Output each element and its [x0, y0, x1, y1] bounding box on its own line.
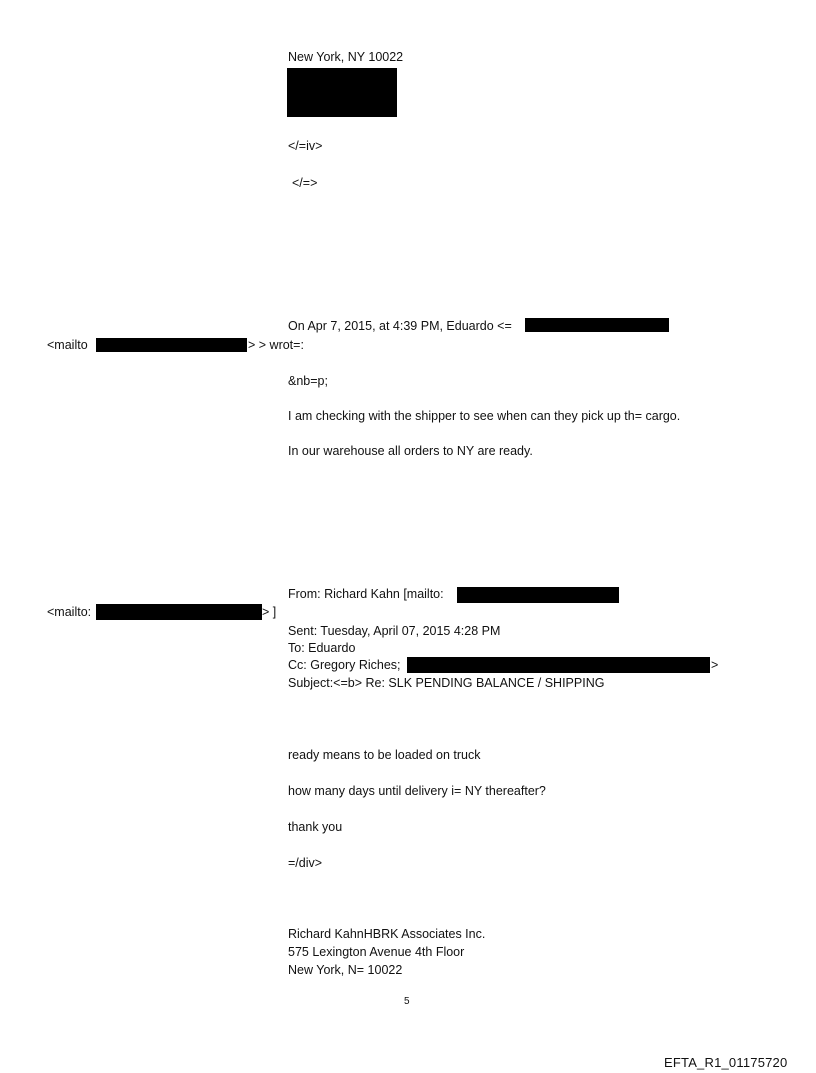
- redaction-block: [287, 68, 397, 117]
- redaction-block: [96, 338, 247, 352]
- signature-line: Richard KahnHBRK Associates Inc.: [288, 927, 486, 941]
- redaction-block: [457, 587, 619, 603]
- body-paragraph: ready means to be loaded on truck: [288, 748, 481, 762]
- body-paragraph: thank you: [288, 820, 343, 834]
- header-subject: Subject:<=b> Re: SLK PENDING BALANCE / SHIPPING: [288, 676, 605, 690]
- html-artifact-line: </=iv>: [288, 139, 323, 153]
- document-id: EFTA_R1_01175720: [664, 1055, 788, 1070]
- mailto-prefix: <mailto: [47, 338, 88, 352]
- html-artifact-line: </=>: [292, 176, 318, 190]
- mailto-suffix: > > wrot=:: [248, 338, 304, 352]
- reply-header-line: On Apr 7, 2015, at 4:39 PM, Eduardo <=: [288, 319, 512, 333]
- body-paragraph: how many days until delivery i= NY thereafter?: [288, 784, 546, 798]
- html-artifact-line: =/div>: [288, 856, 323, 870]
- address-line: New York, NY 10022: [288, 50, 404, 64]
- header-cc: Cc: Gregory Riches;: [288, 658, 401, 672]
- header-to: To: Eduardo: [288, 641, 356, 655]
- header-from: From: Richard Kahn [mailto:: [288, 587, 444, 601]
- body-paragraph: I am checking with the shipper to see when can they pick up th= cargo.: [288, 409, 681, 423]
- redaction-block: [525, 318, 669, 332]
- redaction-block: [96, 604, 262, 620]
- mailto-prefix: <mailto:: [47, 605, 92, 619]
- body-paragraph: In our warehouse all orders to NY are ready.: [288, 444, 533, 458]
- redaction-block: [407, 657, 710, 673]
- signature-line: New York, N= 10022: [288, 963, 403, 977]
- header-cc-suffix: >: [711, 658, 719, 672]
- html-artifact-line: &nb=p;: [288, 374, 328, 388]
- signature-line: 575 Lexington Avenue 4th Floor: [288, 945, 465, 959]
- header-sent: Sent: Tuesday, April 07, 2015 4:28 PM: [288, 624, 501, 638]
- page-number: 5: [404, 996, 410, 1007]
- mailto-suffix: > ]: [262, 605, 277, 619]
